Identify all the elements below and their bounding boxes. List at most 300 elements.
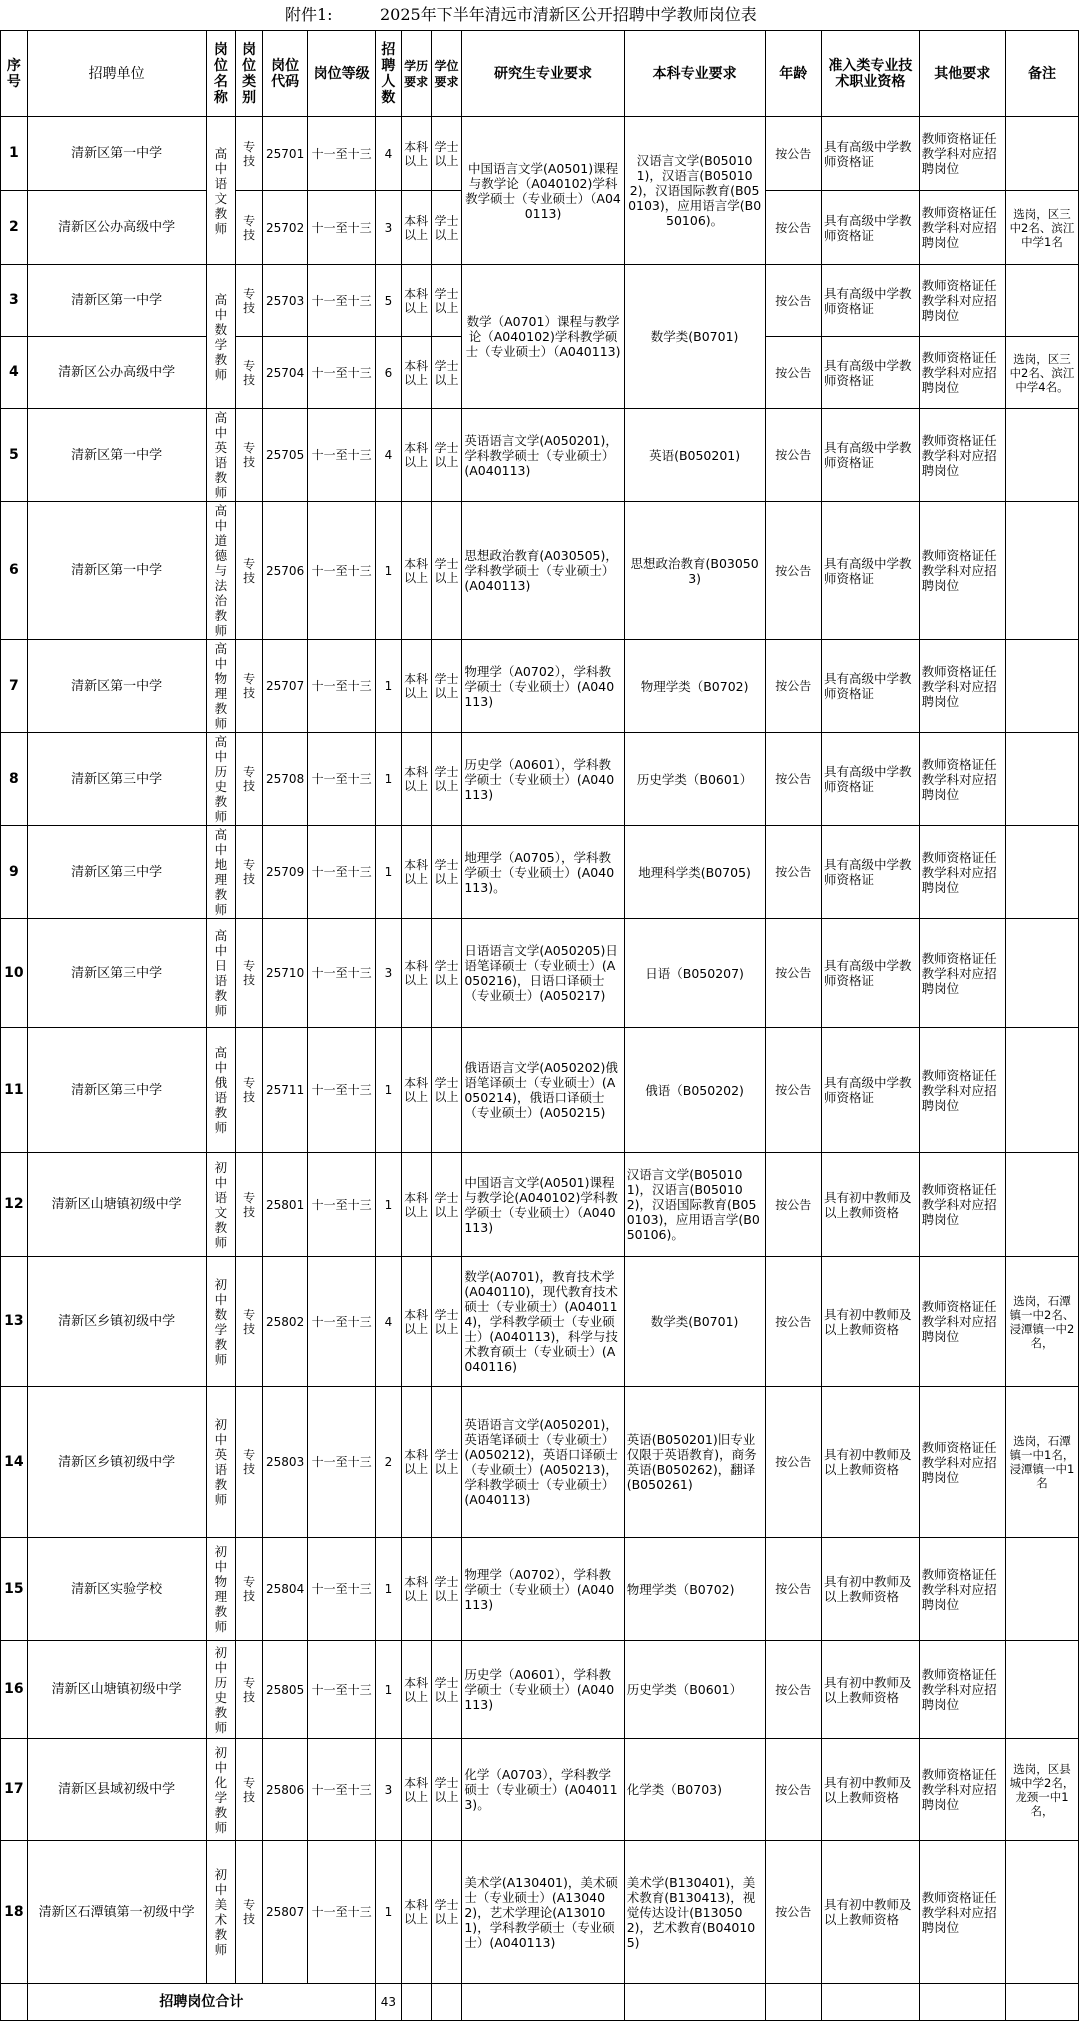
- row-post-name: 初中数学教师: [206, 1257, 236, 1387]
- header-row: [1, 31, 1079, 117]
- row-degree: 学士以上: [431, 1387, 462, 1538]
- row-post-code: 25709: [263, 826, 308, 919]
- row-post-level: 十一至十三: [308, 1028, 376, 1153]
- table-row: [1, 1257, 1079, 1387]
- row-seq: 1: [1, 117, 28, 191]
- row-post-type: 专技: [236, 733, 263, 826]
- row-cert: 具有高级中学教师资格证: [822, 1028, 920, 1153]
- total-blank: [624, 1984, 765, 2021]
- row-post-name: 初中美术教师: [206, 1841, 236, 1984]
- row-post-name: 高中物理教师: [206, 640, 236, 733]
- row-post-level: 十一至十三: [308, 1153, 376, 1257]
- row-ug-major: 历史学类（B0601）: [624, 1641, 765, 1739]
- table-row: [1, 117, 1079, 191]
- row-count: 3: [376, 919, 402, 1028]
- row-edu: 本科以上: [401, 409, 431, 502]
- row-post-name: 初中英语教师: [206, 1387, 236, 1538]
- row-other: 教师资格证任教学科对应招聘岗位: [919, 1739, 1005, 1841]
- row-seq: 10: [1, 919, 28, 1028]
- row-edu: 本科以上: [401, 1153, 431, 1257]
- row-post-type: 专技: [236, 1841, 263, 1984]
- table-row: [1, 640, 1079, 733]
- row-post-name: 高中数学教师: [206, 265, 236, 409]
- row-grad-major: 数学（A0701）课程与教学论（A040102)学科教学硕士（专业硕士）（A040113): [462, 265, 624, 409]
- row-post-code: 25708: [263, 733, 308, 826]
- row-post-type: 专技: [236, 919, 263, 1028]
- row-age: 按公告: [765, 1841, 822, 1984]
- row-note: 选岗，区三中2名、滨江中学1名: [1005, 191, 1078, 265]
- row-unit: 清新区第一中学: [27, 502, 206, 640]
- row-degree: 学士以上: [431, 337, 462, 409]
- row-note: 选岗，石潭镇一中1名，浸潭镇一中1名: [1005, 1387, 1078, 1538]
- row-post-code: 25704: [263, 337, 308, 409]
- row-unit: 清新区公办高级中学: [27, 337, 206, 409]
- table-row: [1, 733, 1079, 826]
- row-post-name: 高中英语教师: [206, 409, 236, 502]
- row-unit: 清新区县域初级中学: [27, 1739, 206, 1841]
- row-grad-major: 历史学（A0601），学科教学硕士（专业硕士）(A040113): [462, 1641, 624, 1739]
- row-post-type: 专技: [236, 1641, 263, 1739]
- row-unit: 清新区第三中学: [27, 919, 206, 1028]
- row-post-type: 专技: [236, 1257, 263, 1387]
- row-other: 教师资格证任教学科对应招聘岗位: [919, 1387, 1005, 1538]
- row-post-type: 专技: [236, 265, 263, 337]
- row-grad-major: 英语语言文学(A050201)，学科教学硕士（专业硕士）(A040113): [462, 409, 624, 502]
- row-note: 选岗，区县城中学2名，龙颈一中1名，: [1005, 1739, 1078, 1841]
- row-note: [1005, 409, 1078, 502]
- row-other: 教师资格证任教学科对应招聘岗位: [919, 733, 1005, 826]
- row-note: [1005, 265, 1078, 337]
- row-ug-major: 数学类(B0701): [624, 265, 765, 409]
- row-note: [1005, 640, 1078, 733]
- row-post-type: 专技: [236, 1538, 263, 1641]
- row-age: 按公告: [765, 1028, 822, 1153]
- row-ug-major: 日语（B050207): [624, 919, 765, 1028]
- row-grad-major: 思想政治教育(A030505)，学科教学硕士（专业硕士）(A040113): [462, 502, 624, 640]
- row-other: 教师资格证任教学科对应招聘岗位: [919, 502, 1005, 640]
- row-cert: 具有初中教师及以上教师资格: [822, 1153, 920, 1257]
- header-unit: 招聘单位: [27, 31, 206, 117]
- row-degree: 学士以上: [431, 1739, 462, 1841]
- row-cert: 具有初中教师及以上教师资格: [822, 1257, 920, 1387]
- row-post-type: 专技: [236, 1153, 263, 1257]
- row-post-type: 专技: [236, 1739, 263, 1841]
- row-other: 教师资格证任教学科对应招聘岗位: [919, 640, 1005, 733]
- row-post-type: 专技: [236, 1387, 263, 1538]
- header-grad-major: 研究生专业要求: [462, 31, 624, 117]
- row-grad-major: 化学（A0703），学科教学硕士（专业硕士）(A040113)。: [462, 1739, 624, 1841]
- row-age: 按公告: [765, 1538, 822, 1641]
- row-grad-major: 美术学(A130401)，美术硕士（专业硕士）(A130402)，艺术学理论(A130101)，学科教学硕士（专业硕士）(A040113): [462, 1841, 624, 1984]
- row-post-name: 初中化学教师: [206, 1739, 236, 1841]
- row-seq: 5: [1, 409, 28, 502]
- row-note: [1005, 1028, 1078, 1153]
- row-count: 1: [376, 1028, 402, 1153]
- row-edu: 本科以上: [401, 265, 431, 337]
- total-blank: [822, 1984, 920, 2021]
- total-blank: [765, 1984, 822, 2021]
- row-age: 按公告: [765, 919, 822, 1028]
- row-degree: 学士以上: [431, 191, 462, 265]
- row-post-level: 十一至十三: [308, 919, 376, 1028]
- row-post-level: 十一至十三: [308, 826, 376, 919]
- row-age: 按公告: [765, 1641, 822, 1739]
- row-post-code: 25702: [263, 191, 308, 265]
- row-edu: 本科以上: [401, 640, 431, 733]
- row-post-level: 十一至十三: [308, 1538, 376, 1641]
- row-age: 按公告: [765, 191, 822, 265]
- row-unit: 清新区乡镇初级中学: [27, 1257, 206, 1387]
- row-cert: 具有初中教师及以上教师资格: [822, 1387, 920, 1538]
- table-row: [1, 826, 1079, 919]
- row-cert: 具有初中教师及以上教师资格: [822, 1739, 920, 1841]
- row-post-name: 高中道德与法治教师: [206, 502, 236, 640]
- row-seq: 14: [1, 1387, 28, 1538]
- row-grad-major: 物理学（A0702），学科教学硕士（专业硕士）(A040113): [462, 1538, 624, 1641]
- row-count: 4: [376, 1257, 402, 1387]
- row-seq: 13: [1, 1257, 28, 1387]
- row-cert: 具有高级中学教师资格证: [822, 640, 920, 733]
- row-count: 6: [376, 337, 402, 409]
- row-post-type: 专技: [236, 409, 263, 502]
- row-grad-major: 俄语语言文学(A050202)俄语笔译硕士（专业硕士）(A050214)，俄语口译硕士（专业硕士）(A050215): [462, 1028, 624, 1153]
- row-degree: 学士以上: [431, 1538, 462, 1641]
- row-note: [1005, 1153, 1078, 1257]
- row-count: 1: [376, 826, 402, 919]
- row-edu: 本科以上: [401, 919, 431, 1028]
- total-blank: [401, 1984, 431, 2021]
- row-post-level: 十一至十三: [308, 1739, 376, 1841]
- header-other: 其他要求: [919, 31, 1005, 117]
- row-other: 教师资格证任教学科对应招聘岗位: [919, 409, 1005, 502]
- row-post-level: 十一至十三: [308, 640, 376, 733]
- row-degree: 学士以上: [431, 1028, 462, 1153]
- row-degree: 学士以上: [431, 1257, 462, 1387]
- row-count: 4: [376, 409, 402, 502]
- row-unit: 清新区石潭镇第一初级中学: [27, 1841, 206, 1984]
- row-post-name: 高中地理教师: [206, 826, 236, 919]
- total-blank: [431, 1984, 462, 2021]
- row-post-level: 十一至十三: [308, 265, 376, 337]
- row-unit: 清新区实验学校: [27, 1538, 206, 1641]
- row-ug-major: 俄语（B050202): [624, 1028, 765, 1153]
- row-note: 选岗，石潭镇一中2名、浸潭镇一中2名，: [1005, 1257, 1078, 1387]
- row-seq: 4: [1, 337, 28, 409]
- row-unit: 清新区第一中学: [27, 265, 206, 337]
- row-grad-major: 数学(A0701)，教育技术学(A040110)，现代教育技术硕士（专业硕士）(A040114)，学科教学硕士（专业硕士）(A040113)，科学与技术教育硕士（专业硕士）(A040116): [462, 1257, 624, 1387]
- row-age: 按公告: [765, 502, 822, 640]
- row-post-type: 专技: [236, 826, 263, 919]
- row-post-name: 初中语文教师: [206, 1153, 236, 1257]
- row-age: 按公告: [765, 1257, 822, 1387]
- row-ug-major: 物理学类（B0702): [624, 640, 765, 733]
- row-cert: 具有高级中学教师资格证: [822, 265, 920, 337]
- row-count: 1: [376, 640, 402, 733]
- row-seq: 16: [1, 1641, 28, 1739]
- row-post-name: 高中历史教师: [206, 733, 236, 826]
- table-row: [1, 1739, 1079, 1841]
- row-seq: 17: [1, 1739, 28, 1841]
- total-blank: [1005, 1984, 1078, 2021]
- row-seq: 11: [1, 1028, 28, 1153]
- row-unit: 清新区乡镇初级中学: [27, 1387, 206, 1538]
- row-post-code: 25803: [263, 1387, 308, 1538]
- row-age: 按公告: [765, 640, 822, 733]
- row-post-name: 初中历史教师: [206, 1641, 236, 1739]
- row-grad-major: 中国语言文学(A0501)课程与教学论(A040102)学科教学硕士（专业硕士）（A040113): [462, 1153, 624, 1257]
- header-post-name: 岗位名称: [206, 31, 236, 117]
- row-ug-major: 汉语言文学(B050101)，汉语言(B050102)，汉语国际教育(B050103)，应用语言学(B050106)。: [624, 1153, 765, 1257]
- row-ug-major: 汉语言文学(B050101)，汉语言(B050102)，汉语国际教育(B050103)，应用语言学(B050106)。: [624, 117, 765, 265]
- row-cert: 具有高级中学教师资格证: [822, 919, 920, 1028]
- row-count: 1: [376, 733, 402, 826]
- header-count: 招聘人数: [376, 31, 402, 117]
- row-post-level: 十一至十三: [308, 191, 376, 265]
- row-ug-major: 美术学(B130401)，美术教育(B130413)，视觉传达设计(B130502)，艺术教育(B040105): [624, 1841, 765, 1984]
- row-seq: 8: [1, 733, 28, 826]
- row-cert: 具有高级中学教师资格证: [822, 191, 920, 265]
- row-grad-major: 物理学（A0702），学科教学硕士（专业硕士）(A040113): [462, 640, 624, 733]
- row-post-level: 十一至十三: [308, 1257, 376, 1387]
- attachment-label: 附件1:: [285, 5, 333, 24]
- row-degree: 学士以上: [431, 640, 462, 733]
- row-cert: 具有初中教师及以上教师资格: [822, 1841, 920, 1984]
- row-degree: 学士以上: [431, 919, 462, 1028]
- row-count: 2: [376, 1387, 402, 1538]
- row-ug-major: 物理学类（B0702): [624, 1538, 765, 1641]
- row-ug-major: 英语(B050201): [624, 409, 765, 502]
- total-label: 招聘岗位合计: [27, 1984, 375, 2021]
- row-post-code: 25807: [263, 1841, 308, 1984]
- row-post-level: 十一至十三: [308, 733, 376, 826]
- row-edu: 本科以上: [401, 117, 431, 191]
- row-degree: 学士以上: [431, 409, 462, 502]
- table-row: [1, 1538, 1079, 1641]
- row-edu: 本科以上: [401, 1387, 431, 1538]
- row-post-code: 25804: [263, 1538, 308, 1641]
- row-other: 教师资格证任教学科对应招聘岗位: [919, 191, 1005, 265]
- row-cert: 具有高级中学教师资格证: [822, 337, 920, 409]
- row-degree: 学士以上: [431, 1641, 462, 1739]
- row-post-type: 专技: [236, 117, 263, 191]
- row-note: [1005, 1641, 1078, 1739]
- row-seq: 18: [1, 1841, 28, 1984]
- row-note: [1005, 117, 1078, 191]
- header-edu: 学历要求: [401, 31, 431, 117]
- row-post-type: 专技: [236, 337, 263, 409]
- row-edu: 本科以上: [401, 733, 431, 826]
- row-cert: 具有高级中学教师资格证: [822, 409, 920, 502]
- row-post-code: 25703: [263, 265, 308, 337]
- row-note: [1005, 1538, 1078, 1641]
- row-cert: 具有高级中学教师资格证: [822, 502, 920, 640]
- row-edu: 本科以上: [401, 1739, 431, 1841]
- row-unit: 清新区第一中学: [27, 117, 206, 191]
- row-post-type: 专技: [236, 1028, 263, 1153]
- row-count: 1: [376, 1153, 402, 1257]
- row-note: [1005, 502, 1078, 640]
- header-degree: 学位要求: [431, 31, 462, 117]
- header-post-level: 岗位等级: [308, 31, 376, 117]
- row-count: 1: [376, 1841, 402, 1984]
- row-post-code: 25710: [263, 919, 308, 1028]
- row-unit: 清新区公办高级中学: [27, 191, 206, 265]
- row-age: 按公告: [765, 1387, 822, 1538]
- row-other: 教师资格证任教学科对应招聘岗位: [919, 919, 1005, 1028]
- row-degree: 学士以上: [431, 265, 462, 337]
- row-ug-major: 数学类(B0701): [624, 1257, 765, 1387]
- row-age: 按公告: [765, 265, 822, 337]
- row-degree: 学士以上: [431, 117, 462, 191]
- total-row: [1, 1984, 1079, 2021]
- total-blank: [1, 1984, 28, 2021]
- table-row: [1, 1841, 1079, 1984]
- row-note: [1005, 919, 1078, 1028]
- row-note: 选岗，区三中2名、滨江中学4名。: [1005, 337, 1078, 409]
- table-row: [1, 1028, 1079, 1153]
- row-unit: 清新区第一中学: [27, 409, 206, 502]
- header-seq: 序号: [1, 31, 28, 117]
- row-other: 教师资格证任教学科对应招聘岗位: [919, 1257, 1005, 1387]
- row-post-level: 十一至十三: [308, 117, 376, 191]
- row-age: 按公告: [765, 826, 822, 919]
- row-other: 教师资格证任教学科对应招聘岗位: [919, 826, 1005, 919]
- row-seq: 7: [1, 640, 28, 733]
- row-post-name: 高中日语教师: [206, 919, 236, 1028]
- row-age: 按公告: [765, 733, 822, 826]
- row-count: 1: [376, 1538, 402, 1641]
- row-grad-major: 历史学（A0601），学科教学硕士（专业硕士）(A040113): [462, 733, 624, 826]
- row-edu: 本科以上: [401, 502, 431, 640]
- header-post-code: 岗位代码: [263, 31, 308, 117]
- page-title-bar: [0, 0, 1080, 30]
- row-seq: 2: [1, 191, 28, 265]
- row-ug-major: 思想政治教育(B030503): [624, 502, 765, 640]
- row-edu: 本科以上: [401, 1641, 431, 1739]
- row-grad-major: 日语语言文学(A050205)日语笔译硕士（专业硕士）(A050216)，日语口译硕士（专业硕士）(A050217): [462, 919, 624, 1028]
- row-ug-major: 英语(B050201)旧专业仅限于英语教育)，商务英语(B050262)，翻译(B050261): [624, 1387, 765, 1538]
- row-grad-major: 地理学（A0705），学科教学硕士（专业硕士）(A040113)。: [462, 826, 624, 919]
- row-post-type: 专技: [236, 502, 263, 640]
- table-row: [1, 1641, 1079, 1739]
- row-degree: 学士以上: [431, 1841, 462, 1984]
- row-other: 教师资格证任教学科对应招聘岗位: [919, 117, 1005, 191]
- table-row: [1, 502, 1079, 640]
- header-age: 年龄: [765, 31, 822, 117]
- row-count: 4: [376, 117, 402, 191]
- row-seq: 6: [1, 502, 28, 640]
- positions-table: [0, 30, 1079, 2021]
- row-post-type: 专技: [236, 640, 263, 733]
- row-ug-major: 历史学类（B0601）: [624, 733, 765, 826]
- total-count: 43: [376, 1984, 402, 2021]
- row-seq: 15: [1, 1538, 28, 1641]
- row-post-code: 25711: [263, 1028, 308, 1153]
- row-unit: 清新区山塘镇初级中学: [27, 1641, 206, 1739]
- row-ug-major: 化学类（B0703): [624, 1739, 765, 1841]
- row-post-level: 十一至十三: [308, 409, 376, 502]
- page-title: 2025年下半年清远市清新区公开招聘中学教师岗位表: [380, 5, 757, 24]
- row-unit: 清新区第一中学: [27, 640, 206, 733]
- table-row: [1, 265, 1079, 337]
- row-cert: 具有初中教师及以上教师资格: [822, 1538, 920, 1641]
- row-post-level: 十一至十三: [308, 1387, 376, 1538]
- row-count: 5: [376, 265, 402, 337]
- row-cert: 具有初中教师及以上教师资格: [822, 1641, 920, 1739]
- row-count: 1: [376, 1641, 402, 1739]
- row-edu: 本科以上: [401, 1841, 431, 1984]
- row-count: 1: [376, 502, 402, 640]
- row-seq: 9: [1, 826, 28, 919]
- row-other: 教师资格证任教学科对应招聘岗位: [919, 1641, 1005, 1739]
- row-edu: 本科以上: [401, 826, 431, 919]
- row-post-code: 25801: [263, 1153, 308, 1257]
- row-degree: 学士以上: [431, 1153, 462, 1257]
- row-cert: 具有高级中学教师资格证: [822, 826, 920, 919]
- row-seq: 3: [1, 265, 28, 337]
- row-edu: 本科以上: [401, 191, 431, 265]
- row-post-code: 25706: [263, 502, 308, 640]
- row-note: [1005, 733, 1078, 826]
- row-other: 教师资格证任教学科对应招聘岗位: [919, 1841, 1005, 1984]
- row-other: 教师资格证任教学科对应招聘岗位: [919, 1538, 1005, 1641]
- row-unit: 清新区第三中学: [27, 1028, 206, 1153]
- row-post-code: 25705: [263, 409, 308, 502]
- row-unit: 清新区山塘镇初级中学: [27, 1153, 206, 1257]
- row-ug-major: 地理科学类(B0705): [624, 826, 765, 919]
- row-post-code: 25806: [263, 1739, 308, 1841]
- row-count: 3: [376, 1739, 402, 1841]
- row-post-level: 十一至十三: [308, 1641, 376, 1739]
- row-degree: 学士以上: [431, 826, 462, 919]
- table-row: [1, 409, 1079, 502]
- row-post-name: 初中物理教师: [206, 1538, 236, 1641]
- table-row: [1, 1387, 1079, 1538]
- row-edu: 本科以上: [401, 1257, 431, 1387]
- row-degree: 学士以上: [431, 502, 462, 640]
- row-edu: 本科以上: [401, 1028, 431, 1153]
- row-note: [1005, 826, 1078, 919]
- table-row: [1, 919, 1079, 1028]
- row-count: 3: [376, 191, 402, 265]
- row-degree: 学士以上: [431, 733, 462, 826]
- row-post-code: 25802: [263, 1257, 308, 1387]
- row-age: 按公告: [765, 1739, 822, 1841]
- row-other: 教师资格证任教学科对应招聘岗位: [919, 1153, 1005, 1257]
- row-age: 按公告: [765, 337, 822, 409]
- row-post-code: 25805: [263, 1641, 308, 1739]
- row-post-level: 十一至十三: [308, 1841, 376, 1984]
- row-seq: 12: [1, 1153, 28, 1257]
- row-post-level: 十一至十三: [308, 502, 376, 640]
- header-ug-major: 本科专业要求: [624, 31, 765, 117]
- row-edu: 本科以上: [401, 1538, 431, 1641]
- header-cert: 准入类专业技术职业资格: [822, 31, 920, 117]
- row-other: 教师资格证任教学科对应招聘岗位: [919, 1028, 1005, 1153]
- row-note: [1005, 1841, 1078, 1984]
- row-unit: 清新区第三中学: [27, 733, 206, 826]
- total-blank: [462, 1984, 624, 2021]
- row-unit: 清新区第三中学: [27, 826, 206, 919]
- row-post-name: 高中语文教师: [206, 117, 236, 265]
- row-age: 按公告: [765, 1153, 822, 1257]
- row-cert: 具有高级中学教师资格证: [822, 733, 920, 826]
- row-post-type: 专技: [236, 191, 263, 265]
- row-grad-major: 英语语言文学(A050201)，英语笔译硕士（专业硕士）(A050212)，英语口译硕士（专业硕士）(A050213)，学科教学硕士（专业硕士）(A040113): [462, 1387, 624, 1538]
- row-grad-major: 中国语言文学(A0501)课程与教学论（A040102)学科教学硕士（专业硕士）（A040113): [462, 117, 624, 265]
- row-cert: 具有高级中学教师资格证: [822, 117, 920, 191]
- row-age: 按公告: [765, 117, 822, 191]
